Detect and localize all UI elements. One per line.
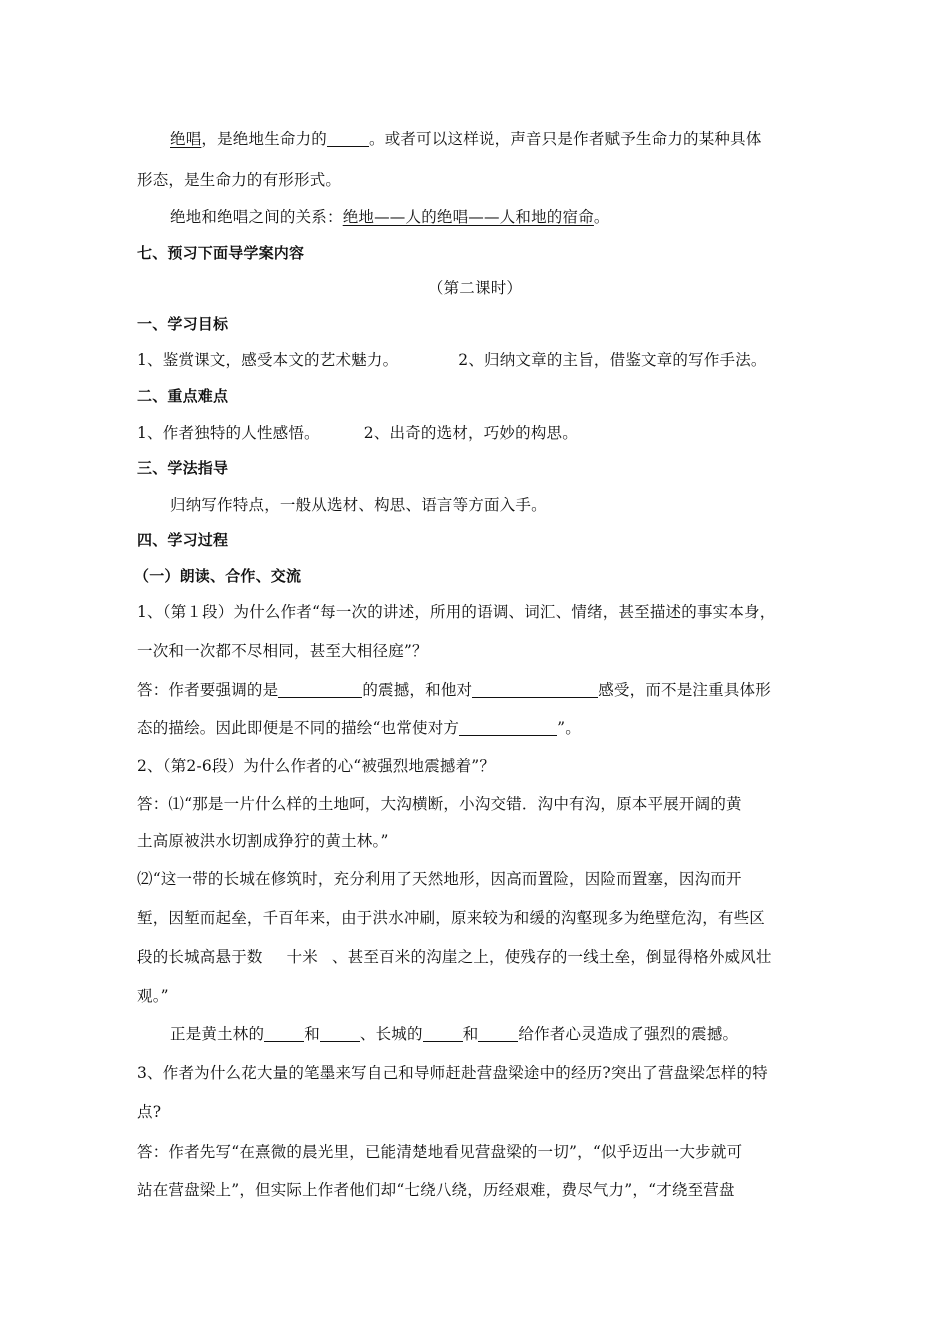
answer-line: 答：作者要强调的是 的震撼，和他对 感受，而不是注重具体形	[137, 681, 771, 699]
fill-blank[interactable]	[423, 1026, 463, 1043]
question-line: 3、作者为什么花大量的笔墨来写自己和导师赶赴营盘梁途中的经历?突出了营盘梁怎样的特	[137, 1064, 768, 1082]
answer-line: 观。”	[137, 987, 169, 1005]
fill-blank[interactable]	[278, 682, 362, 699]
answer-line: 态的描绘。因此即便是不同的描绘“也常使对方 ”。	[137, 719, 581, 737]
key-points: 1、作者独特的人性感悟。 2、出奇的选材，巧妙的构思。	[137, 424, 578, 442]
fill-blank[interactable]	[459, 720, 557, 737]
question-line: 点?	[137, 1103, 162, 1121]
paragraph-line: 绝地和绝唱之间的关系：绝地——人的绝唱——人和地的宿命。	[170, 208, 610, 226]
answer-line: 答：作者先写“在熹微的晨光里，已能清楚地看见营盘梁的一切”，“似乎迈出一大步就可	[137, 1143, 743, 1161]
learning-goals: 1、鉴赏课文，感受本文的艺术魅力。 2、归纳文章的主旨，借鉴文章的写作手法。	[137, 351, 767, 369]
question-line: 2、（第2-6段）为什么作者的心“被强烈地震撼着”？	[137, 757, 496, 775]
answer-line: 正是黄土林的 和 、长城的 和 给作者心灵造成了强烈的震撼。	[170, 1025, 739, 1043]
subsection-heading: （一）朗读、合作、交流	[134, 567, 302, 585]
fill-blank[interactable]	[320, 1026, 360, 1043]
answer-line: 站在营盘梁上”，但实际上作者他们却“七绕八绕，历经艰难，费尽气力”，“才绕至营盘	[137, 1181, 735, 1199]
fill-blank[interactable]	[472, 682, 598, 699]
answer-line: ⑵“这一带的长城在修筑时，充分利用了天然地形，因高而置险，因险而置塞，因沟而开	[137, 870, 742, 888]
answer-line: 答：⑴“那是一片什么样的土地呵，大沟横断，小沟交错．沟中有沟，原本平展开阔的黄	[137, 795, 742, 813]
section-heading: 二、重点难点	[137, 387, 229, 405]
paragraph-line: 归纳写作特点，一般从选材、构思、语言等方面入手。	[170, 496, 547, 514]
fill-blank[interactable]	[264, 1026, 304, 1043]
paragraph-line: 绝唱，是绝地生命力的 。或者可以这样说，声音只是作者赋予生命力的某种具体	[170, 130, 762, 148]
answer-line: 堑，因堑而起垒，千百年来，由于洪水冲刷，原来较为和缓的沟壑现多为绝壁危沟，有些区	[137, 909, 766, 927]
answer-line: 土高原被洪水切割成狰狞的黄土林。”	[137, 832, 389, 850]
underlined-term: 绝唱	[170, 130, 202, 148]
answer-line: 段的长城高悬于数 十米 、甚至百米的沟崖之上，使残存的一线土垒，倒显得格外威风壮	[137, 948, 772, 966]
section-heading: 七、预习下面导学案内容	[137, 244, 305, 262]
question-line: 一次和一次都不尽相同，甚至大相径庭”？	[137, 642, 428, 660]
session-title: （第二课时）	[427, 279, 523, 297]
section-heading: 一、学习目标	[137, 315, 229, 333]
underlined-relation: 绝地——人的绝唱——人和地的宿命	[342, 208, 594, 226]
question-line: 1、（第１段）为什么作者“每一次的讲述，所用的语调、词汇、情绪，甚至描述的事实本身，	[137, 603, 776, 621]
fill-blank[interactable]	[478, 1026, 518, 1043]
section-heading: 四、学习过程	[137, 531, 229, 549]
fill-blank[interactable]	[327, 131, 369, 148]
paragraph-line: 形态，是生命力的有形形式。	[137, 171, 342, 189]
section-heading: 三、学法指导	[137, 459, 229, 477]
